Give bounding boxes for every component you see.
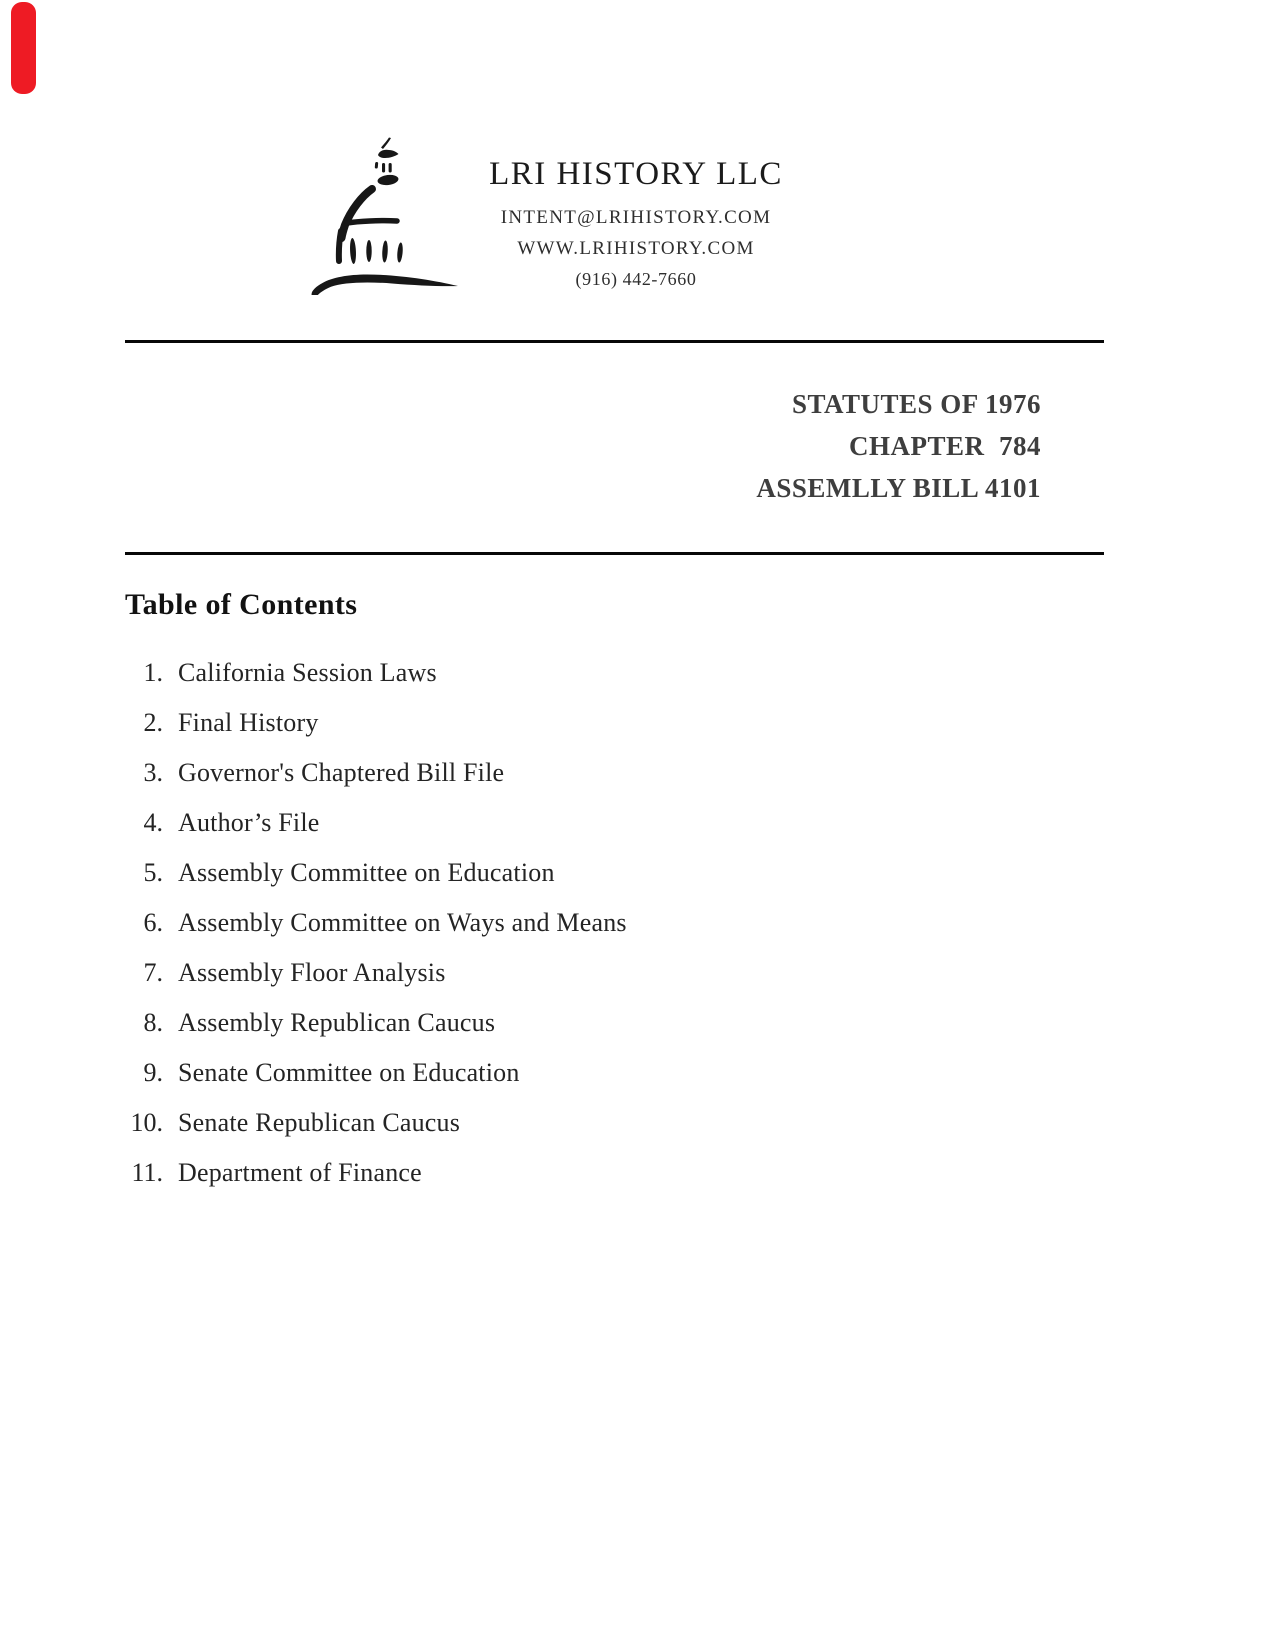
company-phone: (916) 442-7660 xyxy=(575,269,697,289)
toc-item-label: Department of Finance xyxy=(178,1158,422,1187)
toc-item-label: Final History xyxy=(178,708,319,737)
toc-item-number: 9. xyxy=(143,1058,163,1087)
toc-item-label: Assembly Committee on Ways and Means xyxy=(178,908,627,937)
toc-item-label: Senate Committee on Education xyxy=(178,1058,520,1087)
red-position-marker xyxy=(11,2,36,94)
company-name: LRI HISTORY LLC xyxy=(489,156,783,192)
toc-item xyxy=(110,648,870,698)
toc-item xyxy=(110,948,870,998)
toc-item-label: Governor's Chaptered Bill File xyxy=(178,758,505,787)
company-website: WWW.LRIHISTORY.COM xyxy=(517,238,755,259)
toc-item xyxy=(110,898,870,948)
toc-list xyxy=(110,648,870,1198)
toc-item-number: 4. xyxy=(143,808,163,837)
toc-item xyxy=(110,1098,870,1148)
toc-item-label: Assembly Committee on Education xyxy=(178,858,555,887)
toc-item xyxy=(110,1048,870,1098)
toc-item xyxy=(110,798,870,848)
company-email: INTENT@LRIHISTORY.COM xyxy=(500,207,772,228)
toc-item xyxy=(110,748,870,798)
toc-item xyxy=(110,998,870,1048)
toc-item-label: Assembly Floor Analysis xyxy=(178,958,446,987)
toc-item-number: 1. xyxy=(143,658,163,687)
toc-title: Table of Contents xyxy=(125,588,358,621)
toc-item-label: California Session Laws xyxy=(178,658,437,687)
toc-item-number: 2. xyxy=(143,708,163,737)
chapter-line: CHAPTER 784 xyxy=(848,431,1041,461)
horizontal-rule-top xyxy=(125,340,1104,343)
toc-item-number: 3. xyxy=(143,758,163,787)
horizontal-rule-bottom xyxy=(125,552,1104,555)
toc-item-number: 7. xyxy=(143,958,163,987)
toc-item-number: 11. xyxy=(131,1158,163,1187)
statutes-year-line: STATUTES OF 1976 xyxy=(791,389,1041,419)
statute-reference-block xyxy=(756,383,1041,509)
toc-item-number: 5. xyxy=(143,858,163,887)
assembly-bill-line: ASSEMLLY BILL 4101 xyxy=(756,473,1041,503)
toc-item xyxy=(110,1148,870,1198)
toc-item-number: 6. xyxy=(143,908,163,937)
toc-item-label: Senate Republican Caucus xyxy=(178,1108,461,1137)
toc-item xyxy=(110,848,870,898)
toc-item-label: Author’s File xyxy=(178,808,320,837)
toc-item-number: 10. xyxy=(130,1108,163,1137)
toc-item-number: 8. xyxy=(143,1008,163,1037)
toc-item-label: Assembly Republican Caucus xyxy=(178,1008,496,1037)
toc-item xyxy=(110,698,870,748)
